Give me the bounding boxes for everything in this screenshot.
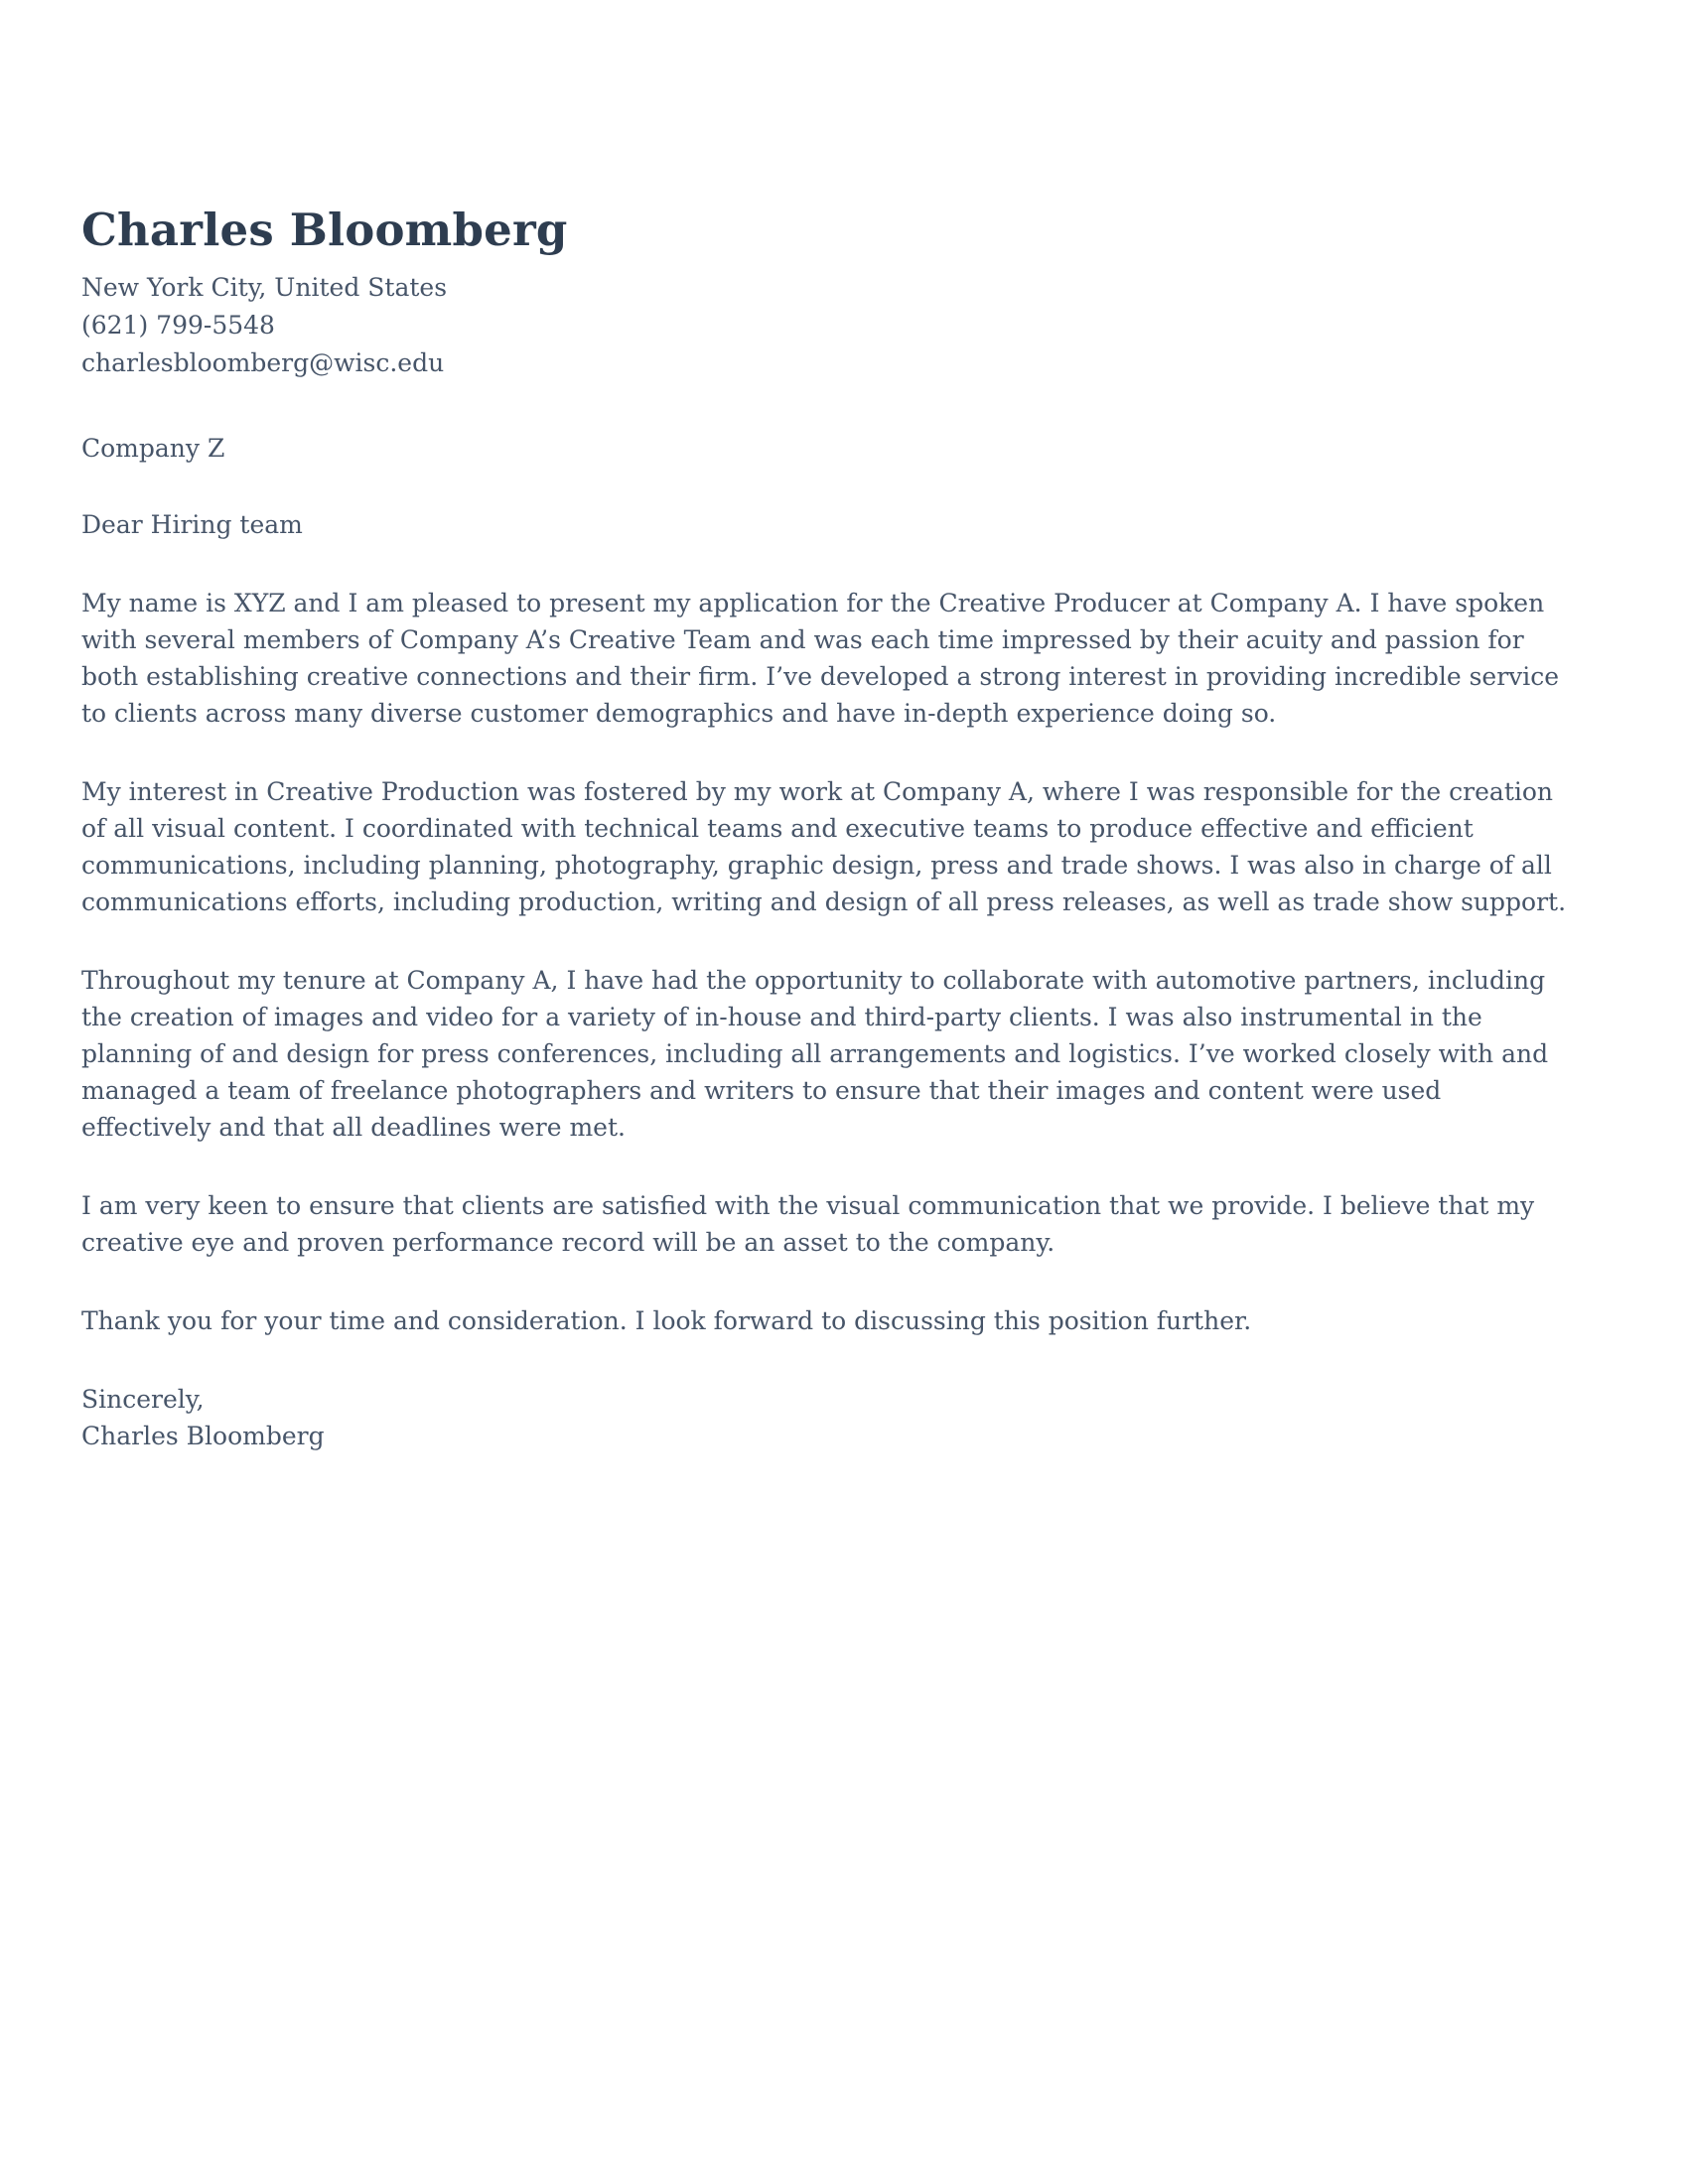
paragraph-value: I am very keen to ensure that clients are satisfied with the visual communication that we provide. I believe that my creative eye and proven performance record will be an asset to the company. [81, 1191, 1535, 1257]
paragraph-experience: Throughout my tenure at Company A, I have had the opportunity to collaborate with automotive partners, including the creation of images and video for a variety of in-house and third-party clients. I was also instrumental in the planning of and design for press conferences, including all arrangements and logistics. I’ve worked closely with and managed a team of freelance photographers and writers to ensure that their images and content were used effectively and that all deadlines were met. [81, 966, 1549, 1142]
closing-block [81, 1381, 1577, 1454]
applicant-location: New York City, United States [81, 273, 448, 302]
applicant-phone: (621) 799-5548 [81, 311, 275, 340]
paragraph-thanks: Thank you for your time and consideration. I look forward to discussing this position further. [81, 1306, 1252, 1335]
recipient-company: Company Z [81, 434, 225, 463]
paragraph-introduction: My name is XYZ and I am pleased to present my application for the Creative Producer at Company A. I have spoken with several members of Company A’s Creative Team and was each time impressed by their acuity and passion for both establishing creative connections and their firm. I’ve developed a strong interest in providing incredible service to clients across many diverse customer demographics and have in-depth experience doing so. [81, 589, 1560, 728]
paragraph-interest: My interest in Creative Production was fostered by my work at Company A, where I was responsible for the creation of all visual content. I coordinated with technical teams and executive teams to produce effective and efficient communications, including planning, photography, graphic design, press and trade shows. I was also in charge of all communications efforts, including production, writing and design of all press releases, as well as trade show support. [81, 777, 1567, 916]
valediction: Sincerely, [81, 1385, 205, 1414]
contact-block [81, 269, 1577, 382]
salutation: Dear Hiring team [81, 510, 303, 539]
signature-name: Charles Bloomberg [81, 1422, 325, 1450]
applicant-email: charlesbloomberg@wisc.edu [81, 348, 445, 377]
applicant-name: Charles Bloomberg [81, 204, 568, 256]
